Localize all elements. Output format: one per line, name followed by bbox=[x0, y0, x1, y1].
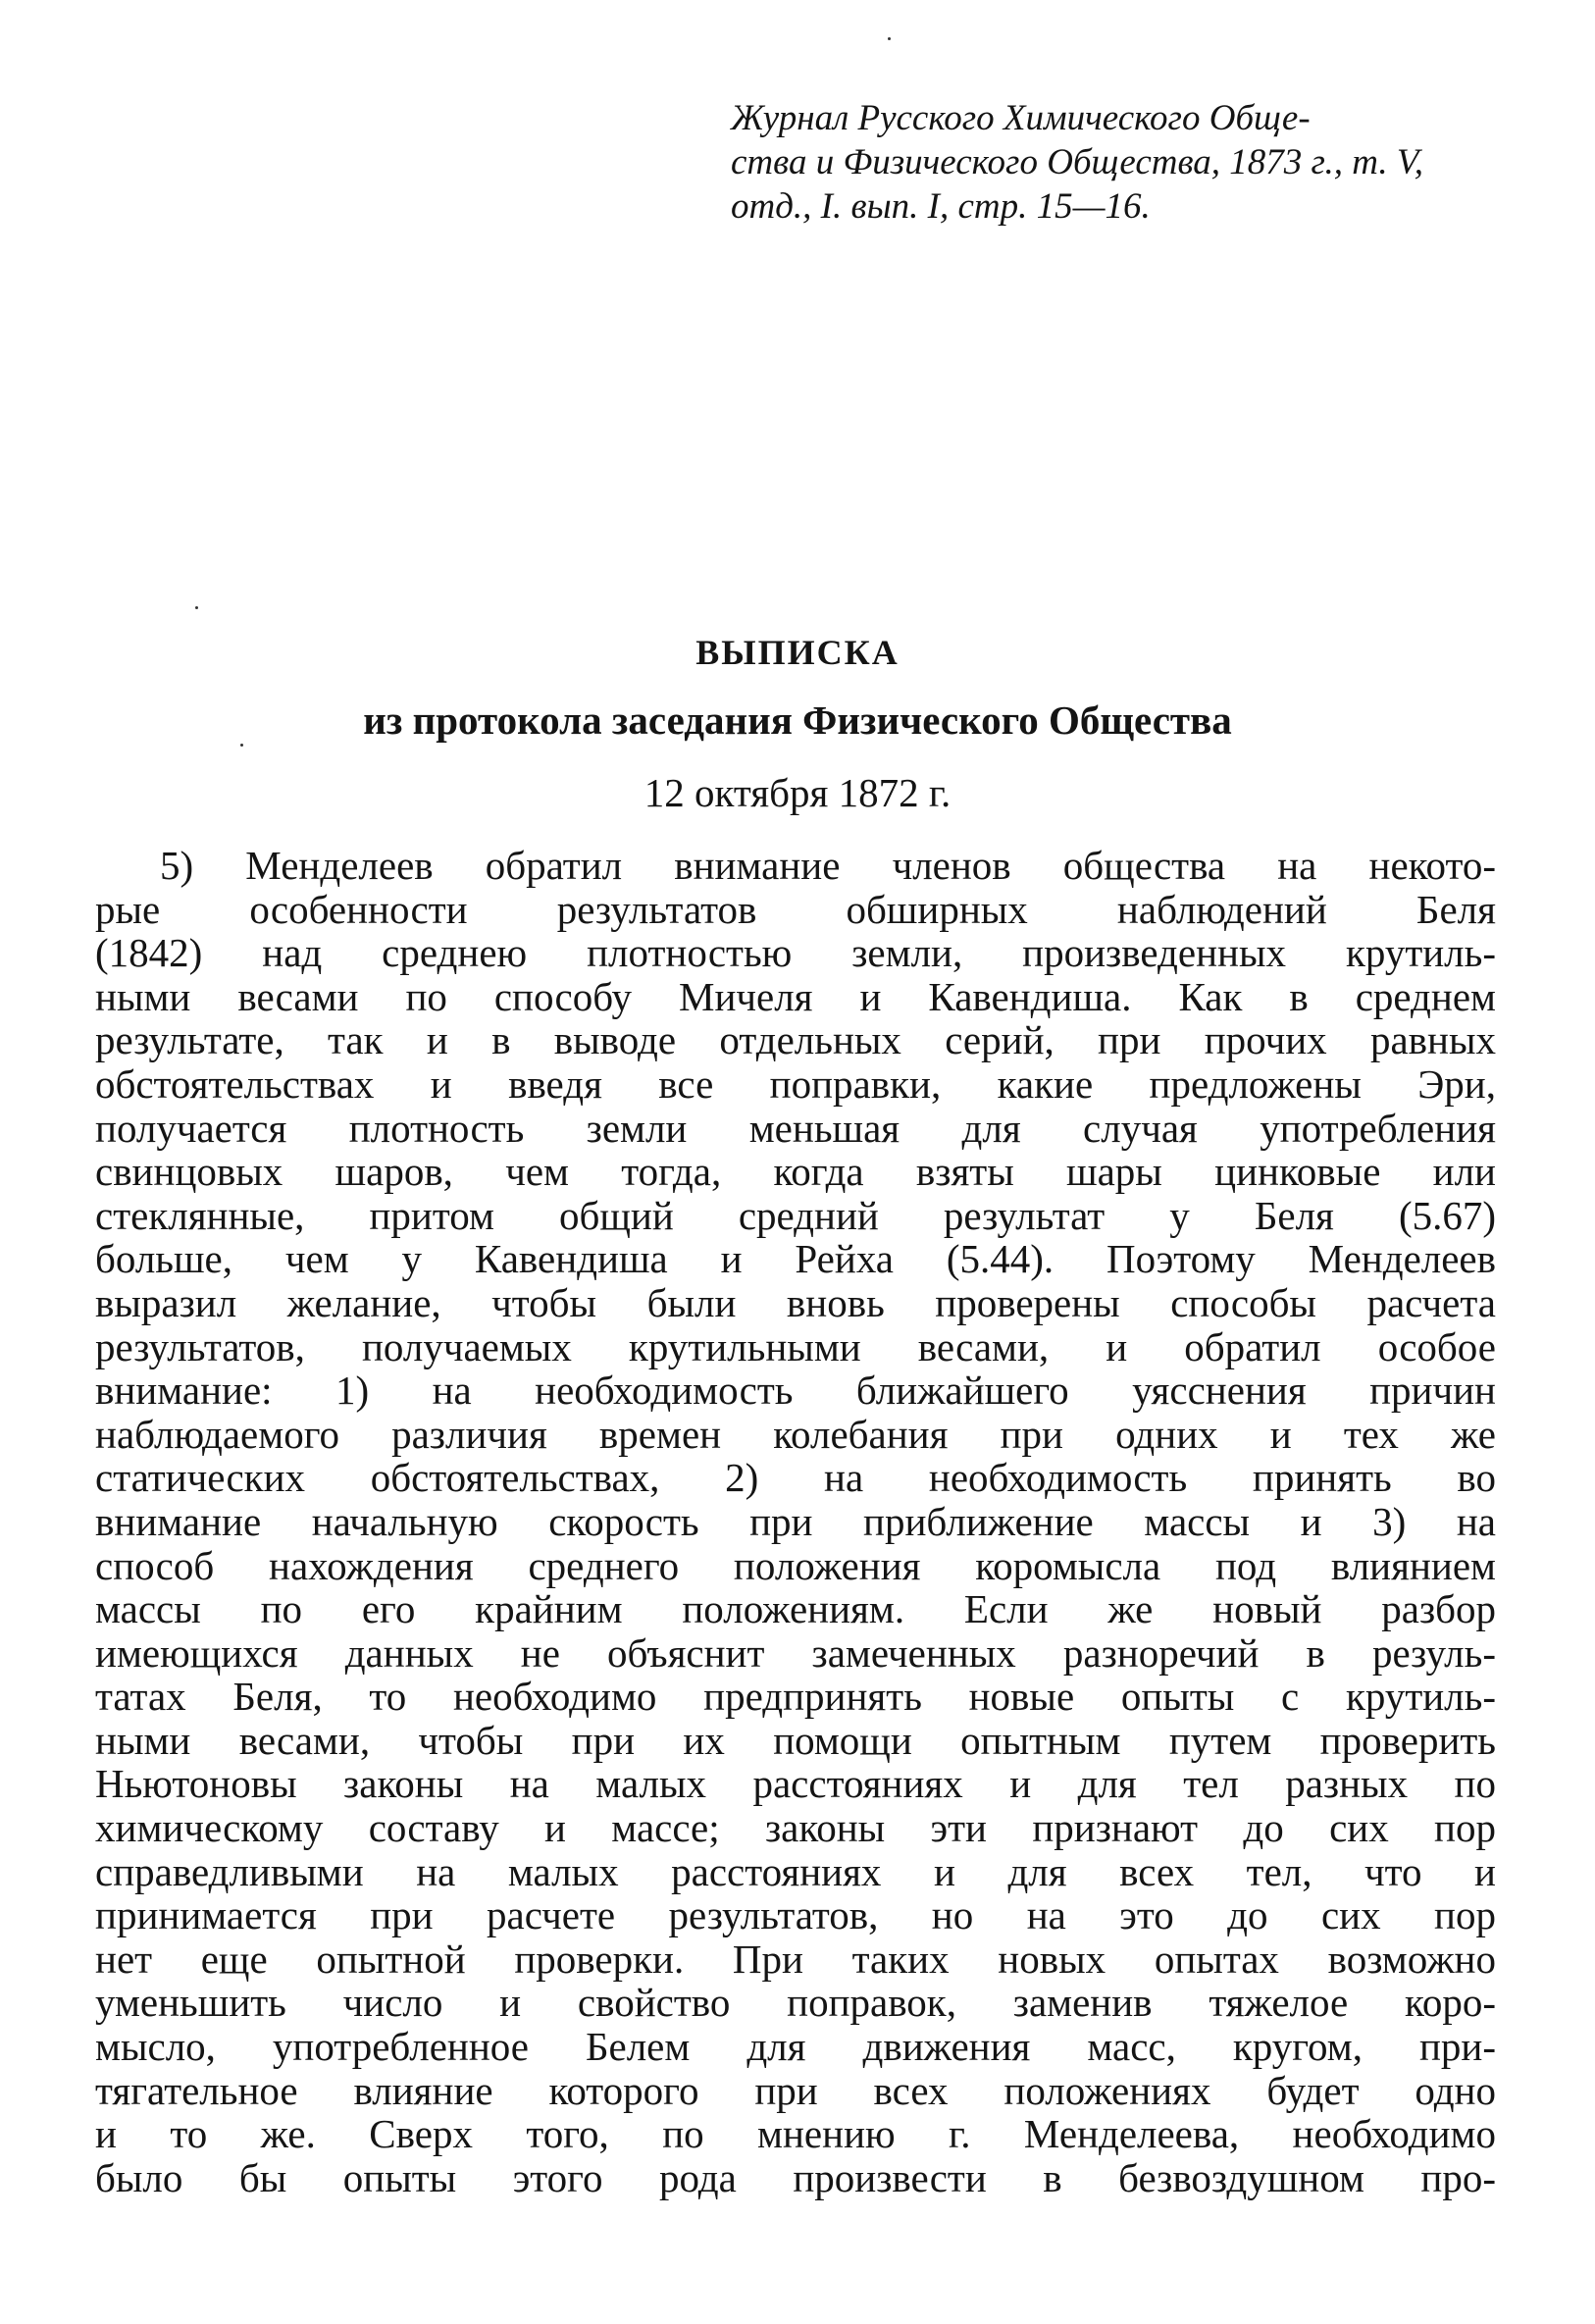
text-line: уменьшить число и свойство поправок, заменив тяжелое коро- bbox=[95, 1980, 1496, 2026]
text-line: справедливыми на малых расстояниях и для всех тел, что и bbox=[95, 1848, 1496, 1894]
text-line: внимание начальную скорость при приближение массы и 3) на bbox=[95, 1498, 1496, 1544]
document-title: ВЫПИСКА bbox=[695, 633, 900, 672]
text-line: свинцовых шаров, чем тогда, когда взяты шары цинковые или bbox=[95, 1149, 1496, 1195]
text-line: мысло, употребленное Белем для движения масс, кругом, при- bbox=[95, 2024, 1496, 2070]
text-line: результате, так и в выводе отдельных серий, при прочих равных bbox=[95, 1017, 1496, 1063]
text-line: выразил желание, чтобы были вновь проверены способы расчета bbox=[95, 1279, 1496, 1325]
journal-citation bbox=[731, 96, 1506, 229]
text-line: 5) Менделеев обратил внимание членов общества на некото- bbox=[160, 843, 1496, 888]
text-line: способ нахождения среднего положения коромысла под влиянием bbox=[95, 1542, 1496, 1588]
scan-speck bbox=[888, 37, 891, 40]
text-line: обстоятельствах и введя все поправки, какие предложены Эри, bbox=[95, 1060, 1496, 1107]
citation-line: отд., I. вып. I, стр. 15—16. bbox=[731, 186, 1151, 227]
text-line: татах Беля, то необходимо предпринять новые опыты с крутиль- bbox=[95, 1674, 1496, 1720]
citation-line: Журнал Русского Химического Обще- bbox=[731, 98, 1311, 138]
text-line: нет еще опытной проверки. При таких новых опытах возможно bbox=[95, 1936, 1496, 1982]
text-line: статических обстоятельствах, 2) на необходимость принять во bbox=[95, 1455, 1496, 1501]
text-line: получается плотность земли меньшая для случая употребления bbox=[95, 1105, 1496, 1151]
text-line: наблюдаемого различия времен колебания при одних и тех же bbox=[95, 1411, 1496, 1457]
text-line: было бы опыты этого рода произвести в безвоздушном про- bbox=[95, 2154, 1496, 2200]
text-line: рые особенности результатов обширных наблюдений Беля bbox=[95, 886, 1496, 932]
text-line: (1842) над среднею плотностью земли, произведенных крутиль- bbox=[95, 930, 1496, 976]
scan-speck bbox=[240, 744, 243, 747]
scan-speck bbox=[195, 606, 198, 609]
text-line: химическому составу и массе; законы эти признают до сих пор bbox=[95, 1805, 1496, 1851]
text-line: имеющихся данных не объяснит замеченных разноречий в резуль- bbox=[95, 1629, 1496, 1676]
text-line: Ньютоновы законы на малых расстояниях и для тел разных по bbox=[95, 1761, 1496, 1807]
body-paragraph bbox=[95, 844, 1496, 2199]
text-line: больше, чем у Кавендиша и Рейха (5.44). Поэтому Менделеев bbox=[95, 1236, 1496, 1282]
text-line: стеклянные, притом общий средний результат у Беля (5.67) bbox=[95, 1192, 1496, 1238]
text-line: внимание: 1) на необходимость ближайшего уясснения причин bbox=[95, 1368, 1496, 1414]
text-line: принимается при расчете результатов, но на это до сих пор bbox=[95, 1892, 1496, 1938]
text-line: ными весами, чтобы при их помощи опытным путем проверить bbox=[95, 1717, 1496, 1763]
text-line: ными весами по способу Мичеля и Кавендиша. Как в среднем bbox=[95, 973, 1496, 1019]
citation-line: ства и Физического Общества, 1873 г., т. V, bbox=[731, 142, 1423, 182]
text-line: результатов, получаемых крутильными весами, и обратил особое bbox=[95, 1323, 1496, 1369]
meeting-date: 12 октября 1872 г. bbox=[643, 770, 952, 815]
text-line: массы по его крайним положениям. Если же новый разбор bbox=[95, 1586, 1496, 1632]
document-subtitle: из протокола заседания Физического Общества bbox=[363, 697, 1232, 743]
text-line: и то же. Сверх того, по мнению г. Менделеева, необходимо bbox=[95, 2111, 1496, 2157]
text-line: тягательное влияние которого при всех положениях будет одно bbox=[95, 2067, 1496, 2113]
